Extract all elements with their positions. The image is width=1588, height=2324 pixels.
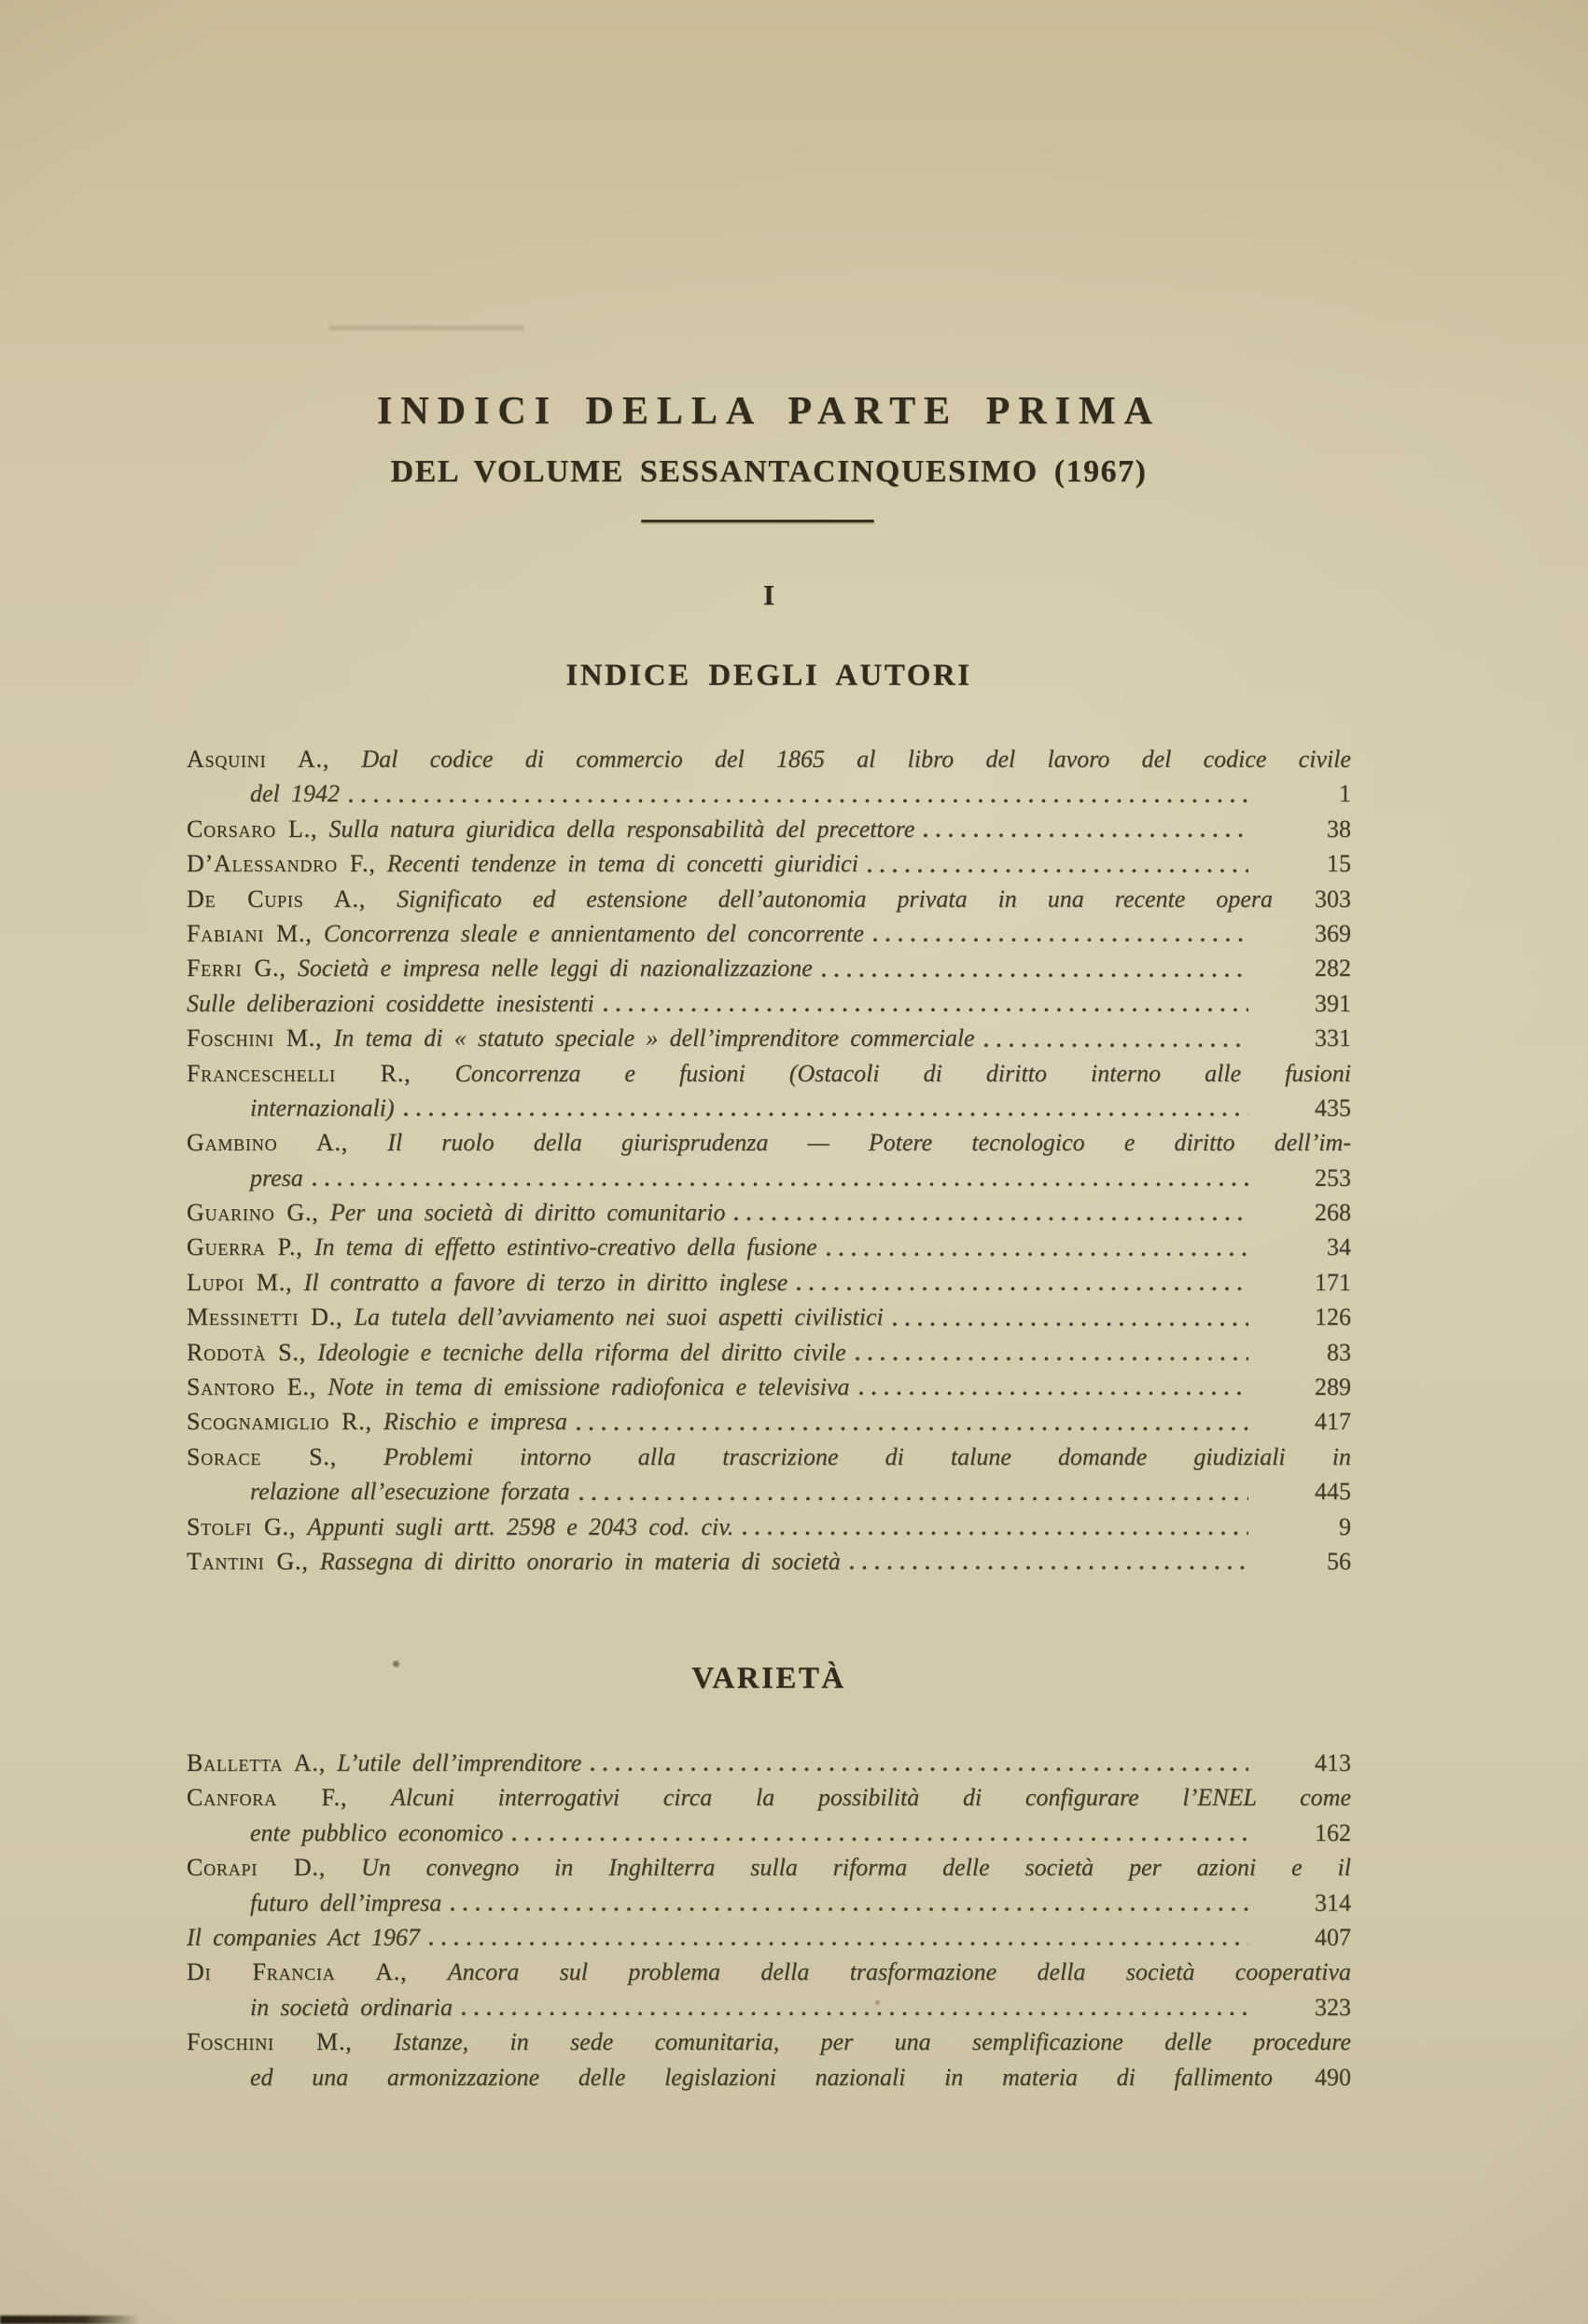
author-name: Franceschelli R.,	[187, 1059, 411, 1087]
entry-text	[250, 1886, 441, 1920]
entry-text	[187, 1850, 1351, 1885]
page-number: 417	[1315, 1408, 1351, 1436]
page-number: 268	[1315, 1199, 1351, 1227]
author-name: Stolfi G.,	[187, 1512, 297, 1540]
title-rule	[641, 520, 874, 522]
author-name: Tantini G.,	[187, 1547, 309, 1575]
page-subtitle: DEL VOLUME SESSANTACINQUESIMO (1967)	[390, 454, 1148, 489]
index-entry-line	[187, 1440, 1351, 1474]
index-entry-line	[187, 1021, 1351, 1055]
work-title: Per una società di diritto comunitario	[329, 1199, 726, 1227]
page-number: 56	[1327, 1547, 1351, 1575]
index-entry-line	[187, 1125, 1351, 1160]
work-title: internazionali)	[250, 1093, 395, 1121]
work-title: ed una armonizzazione delle legislazioni nazionali in materia di fallimento	[250, 2063, 1273, 2091]
entry-text	[250, 1161, 303, 1195]
author-name: Lupoi M.,	[187, 1268, 293, 1296]
index-entry-line	[187, 1300, 1351, 1334]
page-number: 407	[1315, 1923, 1351, 1951]
work-title: Ancora sul problema della trasformazione della società cooperativa	[447, 1958, 1351, 1986]
dot-leader	[451, 1907, 1248, 1912]
author-name: Sorace S.,	[187, 1442, 338, 1470]
page-number: 323	[1315, 1993, 1351, 2021]
entry-text	[187, 742, 1351, 776]
work-title: Il companies Act 1967	[187, 1923, 420, 1951]
index-entry-line	[187, 1335, 1351, 1370]
work-title: Il contratto a favore di terzo in diritto inglese	[303, 1268, 788, 1296]
dot-leader	[462, 2011, 1248, 2016]
index-entry-line	[187, 1510, 1351, 1544]
author-name: Ferri G.,	[187, 954, 286, 982]
page-number: 253	[1315, 1163, 1351, 1191]
index-entry-line	[187, 812, 1351, 846]
author-name: Scognamiglio R.,	[187, 1408, 372, 1436]
page-number: 435	[1315, 1093, 1351, 1121]
work-title: ente pubblico economico	[250, 1818, 504, 1846]
index-entry-line	[187, 2060, 1351, 2094]
entry-text	[187, 1335, 846, 1370]
work-title: in società ordinaria	[250, 1993, 453, 2021]
dot-leader	[313, 1182, 1248, 1187]
author-name: Fabiani M.,	[187, 919, 313, 947]
page-number: 126	[1315, 1303, 1351, 1331]
entry-text	[187, 1920, 420, 1955]
index-entry-line	[187, 1850, 1351, 1885]
entry-text	[187, 1955, 1351, 1989]
page-number: 445	[1315, 1478, 1351, 1506]
dot-leader	[924, 833, 1248, 838]
work-title: Il ruolo della giurisprudenza — Potere tecnologico e diritto dell’im-	[387, 1129, 1351, 1157]
entry-text	[187, 1404, 567, 1439]
work-title: presa	[250, 1163, 303, 1191]
dot-leader	[743, 1531, 1248, 1536]
index-entry-line	[187, 1230, 1351, 1264]
entry-text	[187, 951, 813, 985]
work-title: Concorrenza e fusioni (Ostacoli di diritto interno alle fusioni	[454, 1059, 1351, 1087]
work-title: Alcuni interrogativi circa la possibilità di configurare l’ENEL come	[391, 1784, 1351, 1812]
work-title: Sulla natura giuridica della responsabilità del precettore	[328, 814, 915, 842]
entry-text	[250, 2060, 1273, 2094]
work-title: La tutela dell’avviamento nei suoi aspetti civilistici	[354, 1303, 884, 1331]
work-title: Problemi intorno alla trascrizione di talune domande giudiziali in	[383, 1442, 1351, 1470]
index-entry-line	[187, 2025, 1351, 2059]
dot-leader	[591, 1767, 1248, 1772]
page-number: 314	[1315, 1888, 1351, 1916]
entry-text	[187, 2025, 1351, 2059]
index-entry-line	[187, 1056, 1351, 1091]
work-title: Concorrenza sleale e annientamento del concorrente	[323, 919, 864, 947]
varieta-index-list	[187, 1746, 1351, 2094]
author-name: Di Francia A.,	[187, 1958, 408, 1986]
index-entry-line	[187, 882, 1351, 916]
page-number: 282	[1315, 954, 1351, 982]
work-title: Significato ed estensione dell’autonomia privata in una recente opera	[397, 884, 1273, 912]
dot-leader	[579, 1496, 1248, 1501]
index-entry-line	[187, 1920, 1351, 1955]
index-entry-line	[187, 1544, 1351, 1579]
page-number: 331	[1315, 1024, 1351, 1052]
index-entry-line	[187, 986, 1351, 1021]
authors-index-heading: INDICE DEGLI AUTORI	[565, 659, 972, 692]
work-title: In tema di « statuto speciale » dell’imprenditore commerciale	[333, 1024, 975, 1052]
page-number: 38	[1327, 814, 1351, 842]
page-number: 34	[1327, 1233, 1351, 1261]
work-title: L’utile dell’imprenditore	[337, 1749, 582, 1776]
author-name: Messinetti D.,	[187, 1303, 343, 1331]
entry-text	[187, 1370, 850, 1404]
work-title: Appunti sugli artt. 2598 e 2043 cod. civ.	[307, 1512, 734, 1540]
page-number: 413	[1315, 1749, 1351, 1776]
page-number: 15	[1327, 850, 1351, 878]
page-number: 369	[1315, 919, 1351, 947]
dot-leader	[868, 869, 1248, 873]
work-title: relazione all’esecuzione forzata	[250, 1478, 570, 1506]
entry-text	[187, 1265, 787, 1300]
author-name: Foschini M.,	[187, 1024, 323, 1052]
author-name: Rodotà S.,	[187, 1338, 307, 1366]
author-name: Corsaro L.,	[187, 814, 318, 842]
author-name: Gambino A.,	[187, 1129, 349, 1157]
work-title: Un convegno in Inghilterra sulla riforma delle società per azioni e il	[360, 1854, 1351, 1882]
dot-leader	[429, 1941, 1248, 1946]
work-title: Dal codice di commercio del 1865 al libro del lavoro del codice civile	[361, 745, 1351, 772]
dot-leader	[822, 973, 1248, 978]
page-number: 1	[1339, 780, 1351, 808]
page-title: INDICI DELLA PARTE PRIMA	[377, 390, 1161, 433]
author-name: Foschini M.,	[187, 2028, 353, 2056]
work-title: Recenti tendenze in tema di concetti giuridici	[386, 850, 858, 878]
page-edge-shadow	[0, 2316, 140, 2324]
page-number: 9	[1339, 1512, 1351, 1540]
work-title: Società e impresa nelle leggi di nazionalizzazione	[297, 954, 813, 982]
work-title: del 1942	[250, 780, 340, 808]
author-name: Balletta A.,	[187, 1749, 327, 1776]
entry-text	[187, 1056, 1351, 1091]
dot-leader	[856, 1357, 1248, 1361]
author-name: Corapi D.,	[187, 1854, 327, 1882]
index-entry-line	[187, 776, 1351, 811]
index-entry-line	[187, 1404, 1351, 1439]
page-number: 391	[1315, 989, 1351, 1017]
index-entry-line	[187, 1816, 1351, 1850]
dot-leader	[349, 799, 1248, 803]
page-number: 171	[1315, 1268, 1351, 1296]
dot-leader	[850, 1566, 1248, 1570]
author-name: Guerra P.,	[187, 1233, 303, 1261]
work-title: Rassegna di diritto onorario in materia di società	[319, 1547, 841, 1575]
entry-text	[187, 1544, 841, 1579]
part-number: I	[762, 578, 775, 611]
dot-leader	[604, 1008, 1248, 1012]
author-name: De Cupis A.,	[187, 884, 367, 912]
scan-smudge	[328, 326, 524, 330]
index-entry-line	[187, 1195, 1351, 1230]
index-entry-line	[187, 1370, 1351, 1404]
entry-text	[250, 1990, 453, 2025]
entry-text	[187, 1780, 1351, 1815]
entry-text	[187, 1510, 733, 1544]
entry-text	[187, 986, 594, 1021]
entry-text	[187, 1746, 581, 1780]
page-number: 490	[1315, 2063, 1351, 2091]
entry-text	[187, 882, 1273, 916]
work-title: Sulle deliberazioni cosiddette inesistenti	[187, 989, 594, 1017]
entry-text	[250, 1474, 570, 1509]
entry-text	[187, 846, 858, 881]
index-entry-line	[187, 1990, 1351, 2025]
varieta-heading: VARIETÀ	[691, 1662, 846, 1695]
dot-leader	[577, 1426, 1248, 1431]
dot-leader	[512, 1837, 1248, 1842]
author-name: Santoro E.,	[187, 1373, 317, 1401]
dot-leader	[404, 1112, 1248, 1117]
dot-leader	[734, 1217, 1248, 1221]
entry-text	[187, 916, 864, 951]
entry-text	[187, 1021, 975, 1055]
index-entry-line	[187, 1955, 1351, 1989]
page-number: 83	[1327, 1338, 1351, 1366]
index-entry-line	[187, 916, 1351, 951]
entry-text	[187, 1195, 725, 1230]
work-title: Rischio e impresa	[383, 1408, 567, 1436]
work-title: Note in tema di emissione radiofonica e televisiva	[327, 1373, 850, 1401]
work-title: Ideologie e tecniche della riforma del diritto civile	[317, 1338, 846, 1366]
dot-leader	[797, 1287, 1248, 1291]
work-title: In tema di effetto estintivo-creativo della fusione	[313, 1233, 817, 1261]
entry-text	[187, 1440, 1351, 1474]
index-entry-line	[187, 1886, 1351, 1920]
index-entry-line	[187, 951, 1351, 985]
index-entry-line	[187, 1161, 1351, 1195]
index-entry-line	[187, 1780, 1351, 1815]
index-entry-line	[187, 846, 1351, 881]
work-title: futuro dell’impresa	[250, 1888, 442, 1916]
author-name: Guarino G.,	[187, 1199, 319, 1227]
author-name: Canfora F.,	[187, 1784, 348, 1812]
dot-leader	[859, 1391, 1249, 1396]
index-entry-line	[187, 742, 1351, 776]
entry-text	[250, 1091, 395, 1125]
index-entry-line	[187, 1746, 1351, 1780]
dot-leader	[893, 1322, 1248, 1327]
entry-text	[187, 1300, 884, 1334]
dot-leader	[827, 1252, 1248, 1257]
entry-text	[187, 1230, 817, 1264]
work-title: Istanze, in sede comunitaria, per una semplificazione delle procedure	[393, 2028, 1351, 2056]
authors-index-list	[187, 742, 1351, 1579]
index-entry-line	[187, 1265, 1351, 1300]
index-entry-line	[187, 1474, 1351, 1509]
author-name: D’Alessandro F.,	[187, 850, 376, 878]
page-number: 162	[1315, 1818, 1351, 1846]
dot-leader	[873, 938, 1248, 942]
author-name: Asquini A.,	[187, 745, 330, 772]
entry-text	[187, 1125, 1351, 1160]
entry-text	[187, 812, 914, 846]
page-number: 289	[1315, 1373, 1351, 1401]
dot-leader	[984, 1043, 1248, 1048]
entry-text	[250, 776, 340, 811]
page-number: 303	[1315, 884, 1351, 912]
entry-text	[250, 1816, 503, 1850]
index-entry-line	[187, 1091, 1351, 1125]
